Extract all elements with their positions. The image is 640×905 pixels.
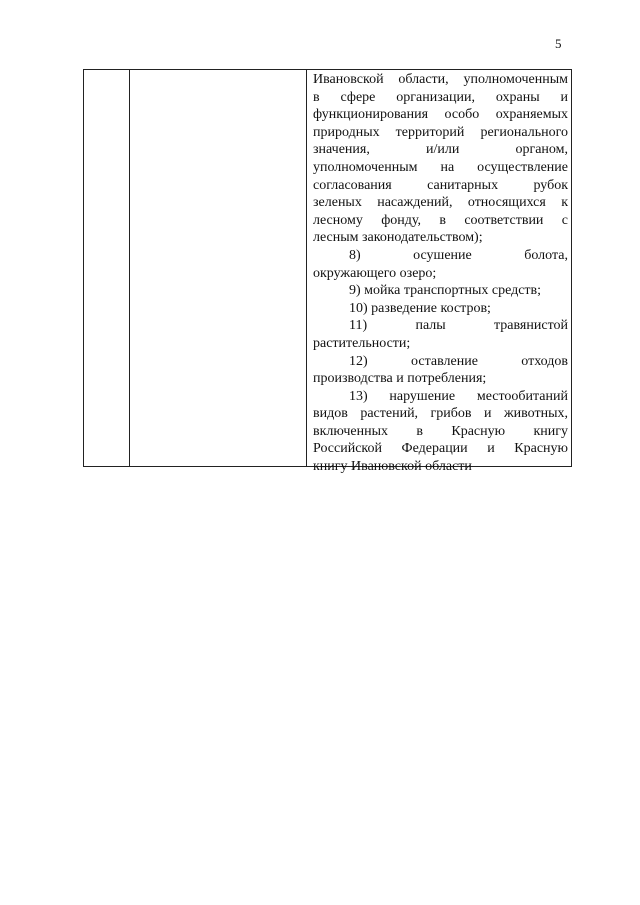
text-line: лесному фонду, в соответствии с	[313, 212, 568, 228]
text-line: Ивановской области, уполномоченным	[313, 72, 568, 87]
list-item-12	[313, 353, 568, 388]
text-line: 8) осушение болота,	[349, 247, 568, 263]
text-line: уполномоченным на осуществление	[313, 159, 568, 175]
text-line: лесным законодательством);	[313, 230, 483, 246]
text-line: 12) оставление отходов	[349, 353, 568, 369]
text-line: 13) нарушение местообитаний	[349, 388, 568, 404]
text-line: зеленых насаждений, относящихся к	[313, 195, 568, 211]
text-line: окружающего озеро;	[313, 265, 437, 281]
text-line: 11) палы травянистой	[349, 318, 568, 334]
text-line: растительности;	[313, 335, 411, 351]
text-line: природных территорий регионального	[313, 124, 568, 140]
text-line: в сфере организации, охраны и	[313, 89, 568, 105]
list-item-11	[313, 317, 568, 352]
table-column-name	[130, 70, 307, 466]
text-line: 9) мойка транспортных средств;	[349, 283, 542, 299]
cell-text	[313, 71, 568, 476]
text-line: производства и потребления;	[313, 371, 487, 387]
paragraph-intro	[313, 71, 568, 247]
table-column-description	[307, 70, 571, 475]
table-column-number	[84, 70, 130, 466]
document-table	[83, 69, 572, 475]
text-line: функционирования особо охраняемых	[313, 107, 568, 123]
page-number: 5	[555, 36, 562, 51]
text-line: значения, и/или органом,	[313, 142, 568, 158]
text-line: книгу Ивановской области	[313, 459, 472, 475]
text-line: согласования санитарных рубок	[313, 177, 568, 193]
text-line: 10) разведение костров;	[349, 300, 491, 316]
text-line: Российской Федерации и Красную	[313, 441, 568, 457]
list-item-13	[313, 388, 568, 476]
list-item-10	[313, 300, 568, 318]
list-item-9	[313, 282, 568, 300]
list-item-8	[313, 247, 568, 282]
text-line: видов растений, грибов и животных,	[313, 406, 568, 422]
text-line: включенных в Красную книгу	[313, 423, 568, 439]
